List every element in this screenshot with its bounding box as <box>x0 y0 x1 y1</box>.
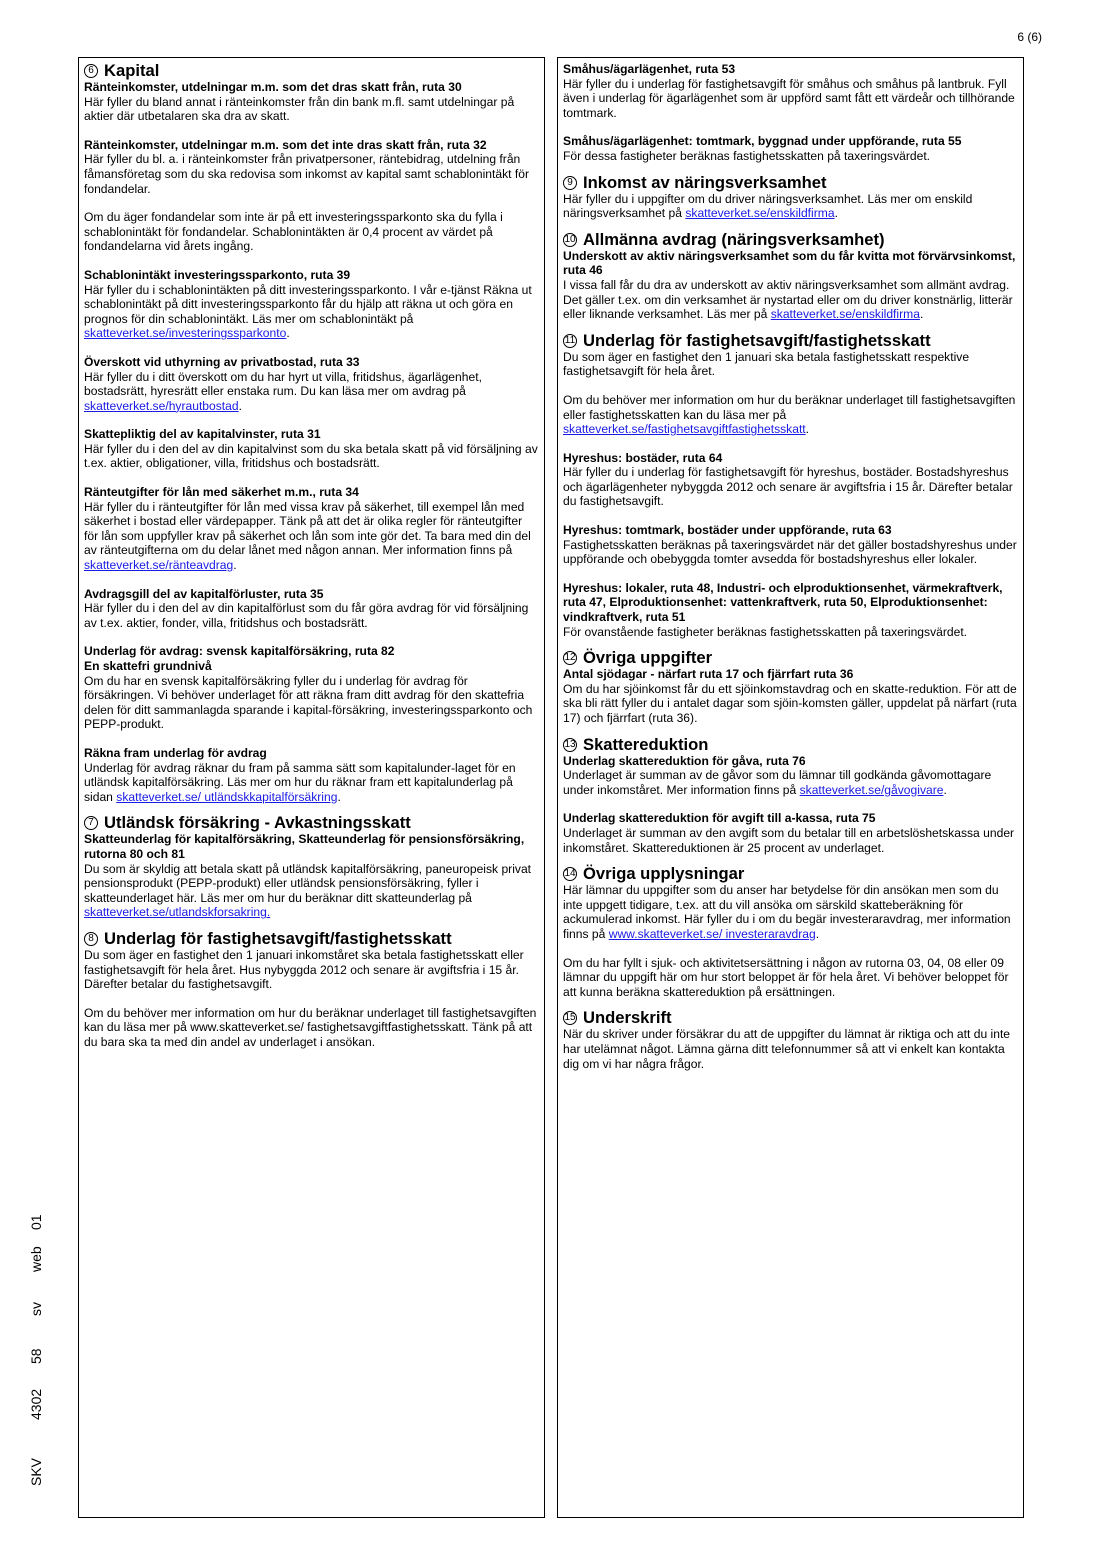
info-block <box>563 883 1018 941</box>
section-number: 11 <box>564 334 576 346</box>
block-text: Du som äger en fastighet den 1 januari inkomståret ska betala fastighetsskatt eller fastighetsavgift för hela året. Hus nybyggda 2012 och senare är avgiftsfria i 15 år. Därefter betalar du fastighetsavgift. <box>84 947 524 992</box>
text: Här fyller du i uppgifter om du driver näringsverksamhet. Läs mer om enskild näringsverksamhet på <box>563 191 973 221</box>
text: . <box>805 422 810 437</box>
info-block <box>563 667 1018 725</box>
block-text <box>563 393 1018 437</box>
block-title: Ränteinkomster, utdelningar m.m. som det inte dras skatt från, ruta 32 <box>84 137 487 152</box>
text: . <box>286 326 290 341</box>
section-title: Allmänna avdrag (näringsverksamhet) <box>583 229 885 249</box>
info-block <box>84 832 539 920</box>
block-title: Skattepliktig del av kapitalvinster, ruta 31 <box>84 427 321 442</box>
section-9-heading <box>563 174 1018 192</box>
text: Här lämnar du uppgifter som du anser har betydelse för din ansökan men som du inte uppgett tidigare, t.ex. att du vill ansöka om särskild skatteberäkning för ackumulerad inkomst. Här fyller du i om du begär investeraravdrag, mer information finns på <box>563 883 1011 941</box>
link-enskildfirma[interactable]: skatteverket.se/enskildfirma <box>770 307 920 322</box>
info-block <box>563 451 1018 509</box>
text: . <box>337 789 341 804</box>
form-code-part: 58 <box>28 1348 44 1364</box>
info-block <box>84 746 539 804</box>
block-title: Småhus/ägarlägenhet, ruta 53 <box>563 62 736 76</box>
info-block <box>563 350 1018 379</box>
section-10-heading <box>563 231 1018 249</box>
info-block <box>84 587 539 631</box>
block-text <box>84 862 539 920</box>
link-enskildfirma[interactable]: skatteverket.se/enskildfirma <box>685 206 835 221</box>
block-text: Om du behöver mer information om hur du beräknar underlaget till fastighetsavgiften kan du läsa mer på www.skatteverket.se/ fastighetsavgiftfastighetsskatt. Tänk på att du bara ska ta med din andel av underlaget i ansökan. <box>84 1005 537 1049</box>
info-block <box>84 427 539 471</box>
section-6-heading <box>84 62 539 80</box>
block-title: Underskott av aktiv näringsverksamhet som du får kvitta mot förvärvsinkomst, ruta 46 <box>563 248 1016 278</box>
link-utlandskkapitalforsakring[interactable]: skatteverket.se/ utländskkapitalförsäkring <box>116 789 338 804</box>
section-number: 12 <box>564 652 576 664</box>
page-number: 6 (6) <box>1017 30 1042 44</box>
form-code-part: sv <box>28 1302 44 1316</box>
section-number: 6 <box>84 64 98 78</box>
info-block <box>563 754 1018 798</box>
section-number: 15 <box>564 1012 576 1024</box>
info-block <box>84 138 539 196</box>
block-text <box>84 283 539 341</box>
block-text: Här fyller du i den del av din kapitalförlust som du får göra avdrag för vid försäljning av t.ex. aktier, fonder, villa, fritidshus och bostadsrätt. <box>84 601 529 630</box>
section-11-heading <box>563 332 1018 350</box>
block-text: Här fyller du i underlag för fastighetsavgift för småhus och småhus på lantbruk. Fyll även i underlag för ägarlägenhet som är uppförd samt fått ett värdeår och tillhörande tomtmark. <box>563 76 1015 120</box>
info-block <box>563 956 1018 1000</box>
block-title: Underlag för avdrag: svensk kapitalförsäkring, ruta 82 <box>84 644 395 659</box>
info-block <box>84 1006 539 1050</box>
section-title: Övriga uppgifter <box>583 648 713 668</box>
text: Här fyller du i ränteutgifter för lån med vissa krav på säkerhet, till exempel lån med säkerhet i bostad eller värdepapper. Tänk på att det är olika regler för ränteutgifter för lån som uppfyller krav på säkerhet och lån som inte gör det. Ta bara med din del av ränteutgifterna om du delar lånet med någon annan. Mer information finns på <box>84 499 531 558</box>
info-block <box>563 134 1018 163</box>
info-block <box>84 948 539 992</box>
section-7-heading <box>84 814 539 832</box>
text: . <box>815 926 820 941</box>
text: . <box>834 206 838 221</box>
info-block <box>563 62 1018 120</box>
section-title: Utländsk försäkring - Avkastningsskatt <box>104 813 411 833</box>
block-text: Här fyller du i underlag för fastighetsavgift för hyreshus, bostäder. Bostadshyreshus och ägarlägenheter nybyggda 2012 och senare är avgiftsfria i 15 år. Därefter betalar du fastighetsavgift. <box>563 465 1013 509</box>
section-15-heading <box>563 1009 1018 1027</box>
form-code-part: web <box>28 1246 44 1272</box>
text: . <box>233 558 237 573</box>
block-title: Antal sjödagar - närfart ruta 17 och fjärrfart ruta 36 <box>563 667 854 682</box>
form-code-part: 4302 <box>28 1388 44 1420</box>
block-text: Fastighetsskatten beräknas på taxeringsvärdet när det gäller bostadshyreshus under uppförande och obebyggda tomter avsedda för bostadshyreshus eller lokaler. <box>563 537 1017 567</box>
text: Här fyller du i schablonintäkten på ditt investeringssparkonto. I vår e-tjänst Räkna ut schablonintäkt på ditt investeringssparkonto får du hjälp att räkna ut och göra en prognos för din schablonintäkt. Läs mer om schablonintäkt på <box>84 282 532 326</box>
block-text <box>84 761 539 805</box>
link-utlandskforsakring[interactable]: skatteverket.se/utlandskforsakring. <box>84 905 271 920</box>
info-block <box>563 523 1018 567</box>
block-text <box>563 192 1018 221</box>
block-title: Ränteutgifter för lån med säkerhet m.m., ruta 34 <box>84 485 359 500</box>
section-title: Underlag för fastighetsavgift/fastighetsskatt <box>104 928 452 948</box>
text: Underlaget är summan av de gåvor som du lämnar till godkända gåvomottagare under inkomståret. Mer information finns på <box>563 768 992 797</box>
info-block <box>84 268 539 341</box>
link-fastighetsavgift[interactable]: skatteverket.se/fastighetsavgiftfastighetsskatt <box>563 422 806 437</box>
block-title: Hyreshus: tomtmark, bostäder under uppförande, ruta 63 <box>563 523 892 538</box>
block-title: Schablonintäkt investeringssparkonto, ruta 39 <box>84 267 351 282</box>
block-text: Du som äger en fastighet den 1 januari ska betala fastighetsskatt respektive fastighetsavgift för hela året. <box>563 349 970 379</box>
info-block <box>563 581 1018 639</box>
block-text: När du skriver under försäkrar du att de uppgifter du lämnat är riktiga och att du inte har utelämnat något. Lämna gärna ditt telefonnummer så att vi enkelt kan kontakta dig om vi har några frågor. <box>563 1027 1011 1071</box>
block-title: Underlag skattereduktion för gåva, ruta 76 <box>563 753 806 768</box>
block-text: Underlaget är summan av den avgift som du betalar till en arbetslöshetskassa under inkomståret. Skattereduktionen är 25 procent av underlaget. <box>563 825 1015 855</box>
section-number: 13 <box>564 738 576 750</box>
text: . <box>943 782 947 797</box>
block-text: Här fyller du i den del av din kapitalvinst som du ska betala skatt på vid försäljning av t.ex. aktier, obligationer, villa, fritidshus och bostadsrätt. <box>84 441 538 471</box>
block-text: Om du äger fondandelar som inte är på ett investeringssparkonto ska du fylla i schablonintäkt för fondandelar. Schablonintäkten är 0,4 procent av värdet på fondandelarna vid årets ingång. <box>84 210 503 254</box>
section-8-heading <box>84 930 539 948</box>
block-title: Ränteinkomster, utdelningar m.m. som det dras skatt från, ruta 30 <box>84 80 462 94</box>
link-gavogivare[interactable]: skatteverket.se/gåvogivare <box>799 782 944 797</box>
info-block <box>84 355 539 413</box>
text: Underlag för avdrag räknar du fram på samma sätt som kapitalunder-laget för en utländsk kapitalförsäkring. Läs mer om hur du räknar fram ett kapitalunderlag på sidan <box>84 760 516 804</box>
block-title: Avdragsgill del av kapitalförluster, ruta 35 <box>84 586 324 601</box>
block-text: Om du har en svensk kapitalförsäkring fyller du i underlag för avdrag för försäkringen. Vi behöver underlaget för att räkna fram ditt avdrag för den skattefria delen för ditt sammanlagda sparande i kapital-försäkring, investeringssparkonto och PEPP-produkt. <box>84 673 533 732</box>
text: . <box>919 307 924 322</box>
block-title: Småhus/ägarlägenhet: tomtmark, byggnad under uppförande, ruta 55 <box>563 134 962 149</box>
section-title: Underskrift <box>583 1008 672 1028</box>
form-code-part: SKV <box>28 1457 44 1486</box>
block-text: Om du har sjöinkomst får du ett sjöinkomstavdrag och en skatte-reduktion. För att de ska bli rätt fyller du i antalet dagar som sjöin-komsten gäller, uppdelat på närfart (ruta 17) och fjärrfart (ruta 36). <box>563 681 1017 725</box>
section-number: 7 <box>84 816 98 830</box>
info-block <box>84 485 539 573</box>
block-text <box>563 768 1018 797</box>
block-subtitle: En skattefri grundnivå <box>84 659 212 673</box>
info-block <box>563 393 1018 437</box>
block-title: Skatteunderlag för kapitalförsäkring, Skatteunderlag för pensionsförsäkring, rutorna 80 och 81 <box>84 832 525 861</box>
section-number: 14 <box>564 868 576 880</box>
block-title: Överskott vid uthyrning av privatbostad, ruta 33 <box>84 354 360 369</box>
text: Du som är skyldig att betala skatt på utländsk kapitalförsäkring, paneuropeisk privat pensionsprodukt (PEPP-produkt) eller utländsk pensionsförsäkring, fyller i skatteunderlaget här. Läs mer om hur du beräknar ditt skatteunderlag på <box>84 861 532 905</box>
text: I vissa fall får du dra av underskott av aktiv näringsverksamhet som allmänt avdrag. Det gäller t.ex. om din verksamhet är nystartad eller om du driver konstnärlig, litterär eller liknande verksamhet. Läs mer på <box>563 277 1013 322</box>
text: Om du behöver mer information om hur du beräknar underlaget till fastighetsavgiften eller fastighetsskatten kan du läsa mer på <box>563 392 1016 422</box>
section-title: Kapital <box>104 61 160 80</box>
section-title: Underlag för fastighetsavgift/fastighetsskatt <box>583 330 931 350</box>
block-title: Hyreshus: lokaler, ruta 48, Industri- och elproduktionsenhet, värmekraftverk, ruta 47, Elproduktionsenhet: vattenkraftverk, ruta 50, Elproduktionsenhet: vindkraftverk, ruta 51 <box>563 580 1003 625</box>
block-title: Underlag skattereduktion för avgift till a-kassa, ruta 75 <box>563 811 876 826</box>
section-title: Övriga upplysningar <box>583 864 745 884</box>
section-12-heading <box>563 649 1018 667</box>
info-block <box>563 249 1018 322</box>
info-block <box>84 644 539 732</box>
block-text: Om du har fyllt i sjuk- och aktivitetsersättning i någon av rutorna 03, 04, 08 eller 09 lämnar du uppgift här om hur stort beloppet är för hela året. Vi behöver beloppet för att kunna beräkna skattereduktion på ersättningen. <box>563 955 1009 999</box>
block-title: Räkna fram underlag för avdrag <box>84 745 267 760</box>
link-investeraravdrag[interactable]: www.skatteverket.se/ investeraravdrag <box>608 926 816 941</box>
block-text <box>563 883 1018 941</box>
section-14-heading <box>563 865 1018 883</box>
section-13-heading <box>563 736 1018 754</box>
info-block <box>84 210 539 254</box>
left-column <box>78 57 545 1518</box>
section-number: 8 <box>84 932 98 946</box>
block-text: För dessa fastigheter beräknas fastighetsskatten på taxeringsvärdet. <box>563 148 931 163</box>
section-title: Skattereduktion <box>583 734 709 754</box>
block-text <box>84 370 539 414</box>
section-number: 10 <box>564 233 576 245</box>
section-number: 9 <box>563 176 577 190</box>
block-text <box>84 500 539 573</box>
block-text: Här fyller du bland annat i ränteinkomster från din bank m.fl. samt utdelningar på aktier där utbetalaren ska dra av skatt. <box>84 94 515 124</box>
right-column <box>557 57 1024 1518</box>
block-text: Här fyller du bl. a. i ränteinkomster från privatpersoner, räntebidrag, utdelning från fåmansföretag som du ska redovisa som inkomst av kapital samt schablonintäkt för fondandelar. <box>84 152 529 196</box>
block-title: Hyreshus: bostäder, ruta 64 <box>563 450 723 465</box>
link-investeringssparkonto[interactable]: skatteverket.se/investeringssparkonto <box>84 326 287 341</box>
link-hyrautbostad[interactable]: skatteverket.se/hyrautbostad <box>84 398 239 413</box>
text: Här fyller du i ditt överskott om du har hyrt ut villa, fritidshus, ägarlägenhet, bostadsrätt, hyresrätt eller enstaka rum. Du kan läsa mer om avdrag på <box>84 369 482 399</box>
text: . <box>238 398 242 413</box>
info-block <box>563 1027 1018 1071</box>
form-code <box>28 1210 48 1486</box>
link-ranteavdrag[interactable]: skatteverket.se/ränteavdrag <box>84 558 234 573</box>
info-block <box>563 811 1018 855</box>
form-code-part: 01 <box>28 1214 44 1230</box>
block-text <box>563 278 1018 322</box>
info-block <box>84 80 539 124</box>
block-text: För ovanstående fastigheter beräknas fastighetsskatten på taxeringsvärdet. <box>563 624 968 639</box>
section-title: Inkomst av näringsverksamhet <box>583 172 827 192</box>
info-block <box>563 192 1018 221</box>
